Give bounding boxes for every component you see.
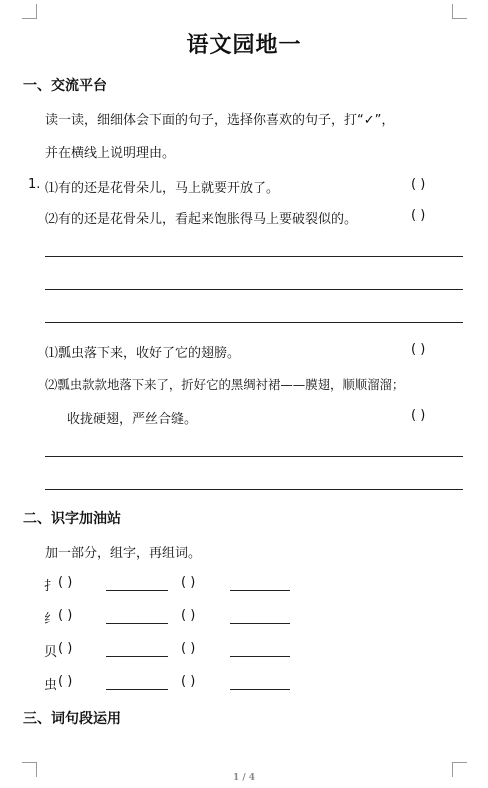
answer-line[interactable] [45,456,463,457]
answer-paren-q2-2[interactable]: ( ) [411,408,426,423]
page-number: 1 / 4 [232,773,256,783]
radical-char: 贝 [44,645,58,660]
sentence-q2-option-2-line-2: 收拢硬翅，严丝合缝。 [67,412,198,427]
fill-paren[interactable]: ( ) [181,608,196,623]
word-blank[interactable] [230,656,290,657]
sentence-q1-option-2: ⑵有的还是花骨朵儿，看起来饱胀得马上要破裂似的。 [45,212,358,227]
page-title: 语文园地一 [186,33,302,58]
radical-char: 扌 [44,579,58,594]
word-blank[interactable] [230,689,290,690]
fill-paren[interactable]: ( ) [181,641,196,656]
word-blank[interactable] [230,623,290,624]
fill-paren[interactable]: ( ) [58,575,73,590]
section-heading-literacy: 二、识字加油站 [23,511,121,527]
radical-char: 纟 [44,612,58,627]
radical-char: 虫 [44,678,58,693]
literacy-instruction: 加一部分，组字，再组词。 [45,546,202,561]
fill-paren[interactable]: ( ) [58,674,73,689]
word-blank[interactable] [106,590,168,591]
fill-paren[interactable]: ( ) [58,608,73,623]
instruction-line-2: 并在横线上说明理由。 [45,146,176,161]
section-heading-exchange: 一、交流平台 [23,78,107,94]
sentence-q1-option-1: ⑴有的还是花骨朵儿，马上就要开放了。 [45,181,280,196]
word-blank[interactable] [106,656,168,657]
fill-paren[interactable]: ( ) [181,674,196,689]
sentence-q2-option-2-line-1: ⑵瓢虫款款地落下来了，折好它的黑绸衬裙——膜翅，顺顺溜溜； [45,377,405,392]
crop-mark-top-left [22,4,37,19]
section-heading-usage: 三、词句段运用 [23,711,121,727]
word-blank[interactable] [106,689,168,690]
answer-line[interactable] [45,289,463,290]
answer-line[interactable] [45,256,463,257]
word-blank[interactable] [106,623,168,624]
sentence-q2-option-1: ⑴瓢虫落下来，收好了它的翅膀。 [45,346,241,361]
crop-mark-top-right [452,4,467,19]
word-blank[interactable] [230,590,290,591]
answer-paren-q2-1[interactable]: ( ) [411,342,426,357]
fill-paren[interactable]: ( ) [58,641,73,656]
answer-line[interactable] [45,489,463,490]
answer-paren-q1-2[interactable]: ( ) [411,208,426,223]
answer-line[interactable] [45,322,463,323]
fill-paren[interactable]: ( ) [181,575,196,590]
instruction-line-1: 读一读，细细体会下面的句子，选择你喜欢的句子，打“✓”， [45,113,395,128]
answer-paren-q1-1[interactable]: ( ) [411,177,426,192]
question-number: 1. [28,177,41,192]
